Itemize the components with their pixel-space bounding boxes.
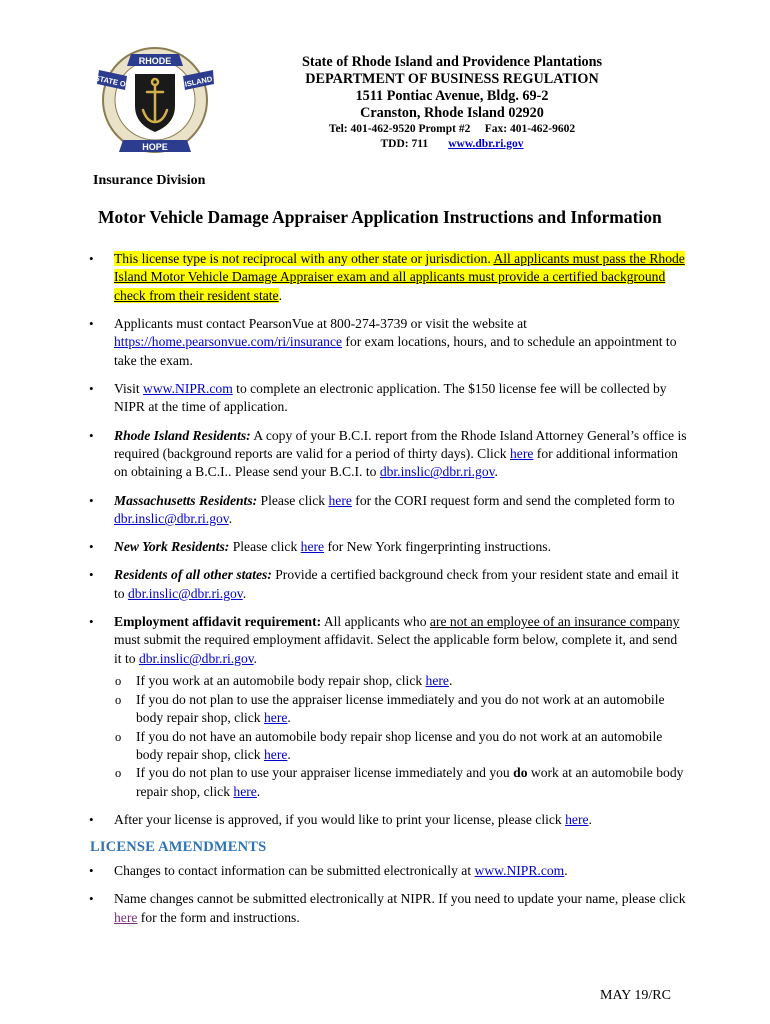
header-phone-line <box>262 122 642 137</box>
agency-header <box>262 54 642 152</box>
exam-requirement-text: All applicants must pass the Rhode Island Motor Vehicle Damage Appraiser exam and all applicants must provide a certified background check from their resident state <box>114 251 685 303</box>
seal-bottom-text: HOPE <box>142 142 168 152</box>
header-website-link[interactable]: www.dbr.ri.gov <box>448 138 524 150</box>
header-fax: Fax: 401-462-9602 <box>484 123 576 135</box>
state-seal-logo <box>93 40 218 162</box>
instruction-list <box>88 250 688 839</box>
cori-form-link[interactable]: here <box>328 492 352 508</box>
ny-fingerprinting-link[interactable]: here <box>300 539 325 555</box>
list-item: • New York Residents: Please click here for New York fingerprinting instructions. <box>88 538 688 556</box>
affidavit-form-link[interactable]: here <box>263 710 288 726</box>
amendments-list <box>88 862 688 937</box>
header-tel: Tel: 401-462-9520 Prompt #2 <box>328 123 471 135</box>
email-link[interactable]: dbr.inslic@dbr.ri.gov <box>379 464 495 480</box>
ma-residents-label: Massachusetts Residents: <box>114 492 258 508</box>
email-link[interactable]: dbr.inslic@dbr.ri.gov <box>127 585 243 601</box>
amendments-heading: LICENSE AMENDMENTS <box>90 839 267 855</box>
list-item: o If you work at an automobile body repair shop, click here. <box>114 672 688 690</box>
affidavit-options <box>114 672 688 801</box>
list-item: • Changes to contact information can be submitted electronically at www.NIPR.com. <box>88 862 688 880</box>
division-name: Insurance Division <box>93 173 206 188</box>
document-date-code: MAY 19/RC <box>600 988 671 1003</box>
list-item: • Rhode Island Residents: A copy of your B.C.I. report from the Rhode Island Attorney General’s office is required (background reports are valid for a period of thirty days). Click here for additional information on obtaining a B.C.I.. Please send your B.C.I. to dbr.inslic@dbr.ri.gov. <box>88 427 688 482</box>
ri-residents-label: Rhode Island Residents: <box>114 427 251 443</box>
nipr-link[interactable]: www.NIPR.com <box>474 863 565 878</box>
pearsonvue-link[interactable]: https://home.pearsonvue.com/ri/insurance <box>114 334 343 350</box>
header-line-state: State of Rhode Island and Providence Plantations <box>301 54 603 70</box>
affidavit-form-link[interactable]: here <box>263 746 288 762</box>
print-license-link[interactable]: here <box>565 811 589 827</box>
header-tdd-line <box>262 137 642 152</box>
seal-top-text: RHODE <box>138 56 172 66</box>
header-line-address: 1511 Pontiac Avenue, Bldg. 69-2 <box>355 88 549 104</box>
page-title: Motor Vehicle Damage Appraiser Application Instructions and Information <box>98 207 662 227</box>
list-item: • After your license is approved, if you would like to print your license, please click here. <box>88 811 688 829</box>
ny-residents-label: New York Residents: <box>114 539 230 555</box>
list-item: o If you do not plan to use your appraiser license immediately and you do work at an automobile body repair shop, click here. <box>114 764 688 801</box>
list-item: • Massachusetts Residents: Please click here for the CORI request form and send the completed form to dbr.inslic@dbr.ri.gov. <box>88 492 688 529</box>
affidavit-form-link[interactable]: here <box>233 783 257 799</box>
email-link[interactable]: dbr.inslic@dbr.ri.gov <box>114 511 229 527</box>
list-item: • Applicants must contact PearsonVue at 800-274-3739 or visit the website at https://home.pearsonvue.com/ri/insurance for exam locations, hours, and to schedule an appointment to take the exam. <box>88 315 688 370</box>
list-item: • Employment affidavit requirement: All applicants who are not an employee of an insurance company must submit the required employment affidavit. Select the applicable form below, complete it, and send it to dbr.inslic@dbr.ri.gov. o If you work at an automobile body repair shop, click here. o If you do not plan to use the appraiser license immediately and you do not work at an automobile body repair shop, click here. o If you do not have an automobile body repair shop license and you do not work at an automobile body repair shop, click here. o If you do not plan to use your appraiser license immediately and you do work at an automobile body repair shop, click here. <box>88 613 688 801</box>
name-change-form-link[interactable]: here <box>114 909 138 925</box>
header-line-city: Cranston, Rhode Island 02920 <box>360 105 544 121</box>
list-item: o If you do not plan to use the appraiser license immediately and you do not work at an automobile body repair shop, click here. <box>114 691 688 728</box>
affidavit-label: Employment affidavit requirement: <box>114 614 322 630</box>
affidavit-form-link[interactable]: here <box>425 673 449 689</box>
email-link[interactable]: dbr.inslic@dbr.ri.gov <box>138 650 254 666</box>
list-item: • Visit www.NIPR.com to complete an electronic application. The $150 license fee will be collected by NIPR at the time of application. <box>88 380 688 417</box>
bci-info-link[interactable]: here <box>509 446 534 462</box>
header-line-department: DEPARTMENT OF BUSINESS REGULATION <box>305 71 599 87</box>
list-item: • Name changes cannot be submitted electronically at NIPR. If you need to update your name, please click here for the form and instructions. <box>88 890 688 927</box>
reciprocity-text: This license type is not reciprocal with any other state or jurisdiction. <box>114 251 494 266</box>
header-tdd: TDD: 711 <box>380 138 429 150</box>
list-item: o If you do not have an automobile body repair shop license and you do not work at an automobile body repair shop, click here. <box>114 728 688 765</box>
seal-right-text: ISLAND <box>183 74 214 89</box>
seal-left-text: STATE OF <box>93 73 132 90</box>
list-item: • This license type is not reciprocal with any other state or jurisdiction. All applicants must pass the Rhode Island Motor Vehicle Damage Appraiser exam and all applicants must provide a certified background check from their resident state. <box>88 250 688 305</box>
nipr-link[interactable]: www.NIPR.com <box>143 381 233 397</box>
list-item: • Residents of all other states: Provide a certified background check from your resident state and email it to dbr.inslic@dbr.ri.gov. <box>88 566 688 603</box>
other-states-label: Residents of all other states: <box>114 567 272 583</box>
